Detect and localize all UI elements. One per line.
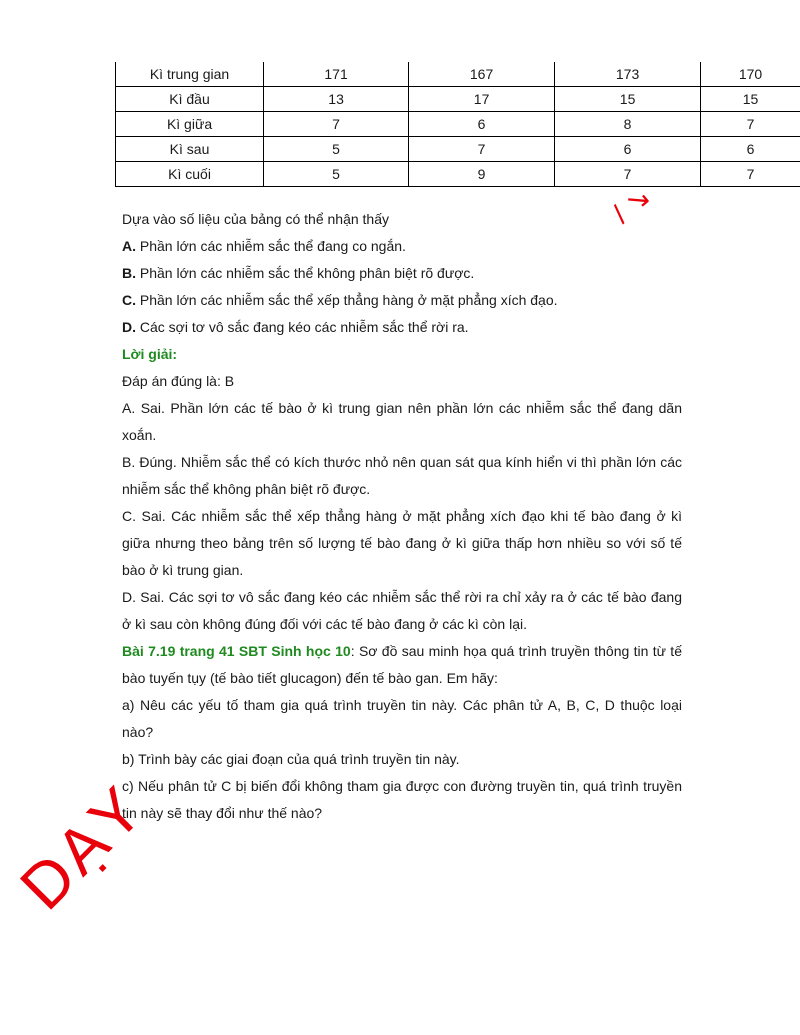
option-b-text: Phần lớn các nhiễm sắc thể không phân biệt rõ được. bbox=[136, 265, 475, 281]
count-cell: 7 bbox=[701, 162, 800, 187]
count-cell: 6 bbox=[701, 137, 800, 162]
phase-name-cell: Kì trung gian bbox=[116, 62, 264, 87]
exercise-part-a: a) Nêu các yếu tố tham gia quá trình truyền tin này. Các phân tử A, B, C, D thuộc loại nào? bbox=[122, 697, 682, 740]
option-b bbox=[122, 260, 682, 287]
count-cell: 173 bbox=[555, 62, 701, 87]
phase-name-cell: Kì giữa bbox=[116, 112, 264, 137]
count-cell: 6 bbox=[409, 112, 555, 137]
option-d-text: Các sợi tơ vô sắc đang kéo các nhiễm sắc thể rời ra. bbox=[136, 319, 469, 335]
option-d bbox=[122, 314, 682, 341]
count-cell: 15 bbox=[701, 87, 800, 112]
exercise-statement bbox=[122, 638, 682, 692]
count-cell: 7 bbox=[264, 112, 409, 137]
option-c bbox=[122, 287, 682, 314]
option-c-letter: C. bbox=[122, 292, 136, 308]
count-cell: 7 bbox=[701, 112, 800, 137]
table-row bbox=[116, 112, 800, 137]
option-a-letter: A. bbox=[122, 238, 136, 254]
count-cell: 171 bbox=[264, 62, 409, 87]
solution-answer: Đáp án đúng là: B bbox=[122, 373, 235, 389]
count-cell: 5 bbox=[264, 137, 409, 162]
count-cell: 17 bbox=[409, 87, 555, 112]
exercise-part-c: c) Nếu phân tử C bị biến đổi không tham gia được con đường truyền tin, quá trình truyền tin này sẽ thay đổi như thế nào? bbox=[122, 778, 682, 821]
count-cell: 5 bbox=[264, 162, 409, 187]
table-row bbox=[116, 62, 800, 87]
solution-heading: Lời giải: bbox=[122, 346, 178, 362]
exercise-title-rest: : Sơ đồ sau minh họa quá trình truyền thông tin từ tế bào tuyến tụy (tế bào tiết glucagon) đến tế bào gan. Em hãy: bbox=[122, 643, 682, 686]
count-cell: 9 bbox=[409, 162, 555, 187]
phase-name-cell: Kì đầu bbox=[116, 87, 264, 112]
count-cell: 167 bbox=[409, 62, 555, 87]
option-a bbox=[122, 233, 682, 260]
question-intro: Dựa vào số liệu của bảng có thể nhận thấy bbox=[122, 211, 389, 227]
option-c-text: Phần lớn các nhiễm sắc thể xếp thẳng hàng ở mặt phẳng xích đạo. bbox=[136, 292, 558, 308]
count-cell: 170 bbox=[701, 62, 800, 87]
count-cell: 7 bbox=[409, 137, 555, 162]
watermark-day: DẠY bbox=[6, 770, 159, 924]
table-row bbox=[116, 162, 800, 187]
option-b-letter: B. bbox=[122, 265, 136, 281]
table-row bbox=[116, 137, 800, 162]
phase-name-cell: Kì cuối bbox=[116, 162, 264, 187]
exercise-title: Bài 7.19 trang 41 SBT Sinh học 10 bbox=[122, 643, 351, 659]
option-d-letter: D. bbox=[122, 319, 136, 335]
document-body bbox=[122, 206, 682, 827]
count-cell: 13 bbox=[264, 87, 409, 112]
watermark-fragment: / ↘ bbox=[606, 180, 657, 229]
explanation-d: D. Sai. Các sợi tơ vô sắc đang kéo các nhiễm sắc thể rời ra chỉ xảy ra ở các tế bào đang ở kì sau còn không đúng đối với các tế bào đang ở các kì còn lại. bbox=[122, 589, 682, 632]
explanation-c: C. Sai. Các nhiễm sắc thể xếp thẳng hàng ở mặt phẳng xích đạo khi tế bào đang ở kì giữa nhưng theo bảng trên số lượng tế bào đang ở kì giữa thấp hơn nhiều so với số tế bào ở kì trung gian. bbox=[122, 508, 682, 578]
explanation-a: A. Sai. Phần lớn các tế bào ở kì trung gian nên phần lớn các nhiễm sắc thể đang dãn xoắn. bbox=[122, 400, 682, 443]
cell-phase-table bbox=[115, 62, 800, 187]
option-a-text: Phần lớn các nhiễm sắc thể đang co ngắn. bbox=[136, 238, 406, 254]
count-cell: 15 bbox=[555, 87, 701, 112]
count-cell: 6 bbox=[555, 137, 701, 162]
count-cell: 8 bbox=[555, 112, 701, 137]
count-cell: 7 bbox=[555, 162, 701, 187]
table-row bbox=[116, 87, 800, 112]
phase-name-cell: Kì sau bbox=[116, 137, 264, 162]
explanation-b: B. Đúng. Nhiễm sắc thể có kích thước nhỏ nên quan sát qua kính hiển vi thì phần lớn các nhiễm sắc thể không phân biệt rõ được. bbox=[122, 454, 682, 497]
exercise-part-b: b) Trình bày các giai đoạn của quá trình truyền tin này. bbox=[122, 751, 460, 767]
